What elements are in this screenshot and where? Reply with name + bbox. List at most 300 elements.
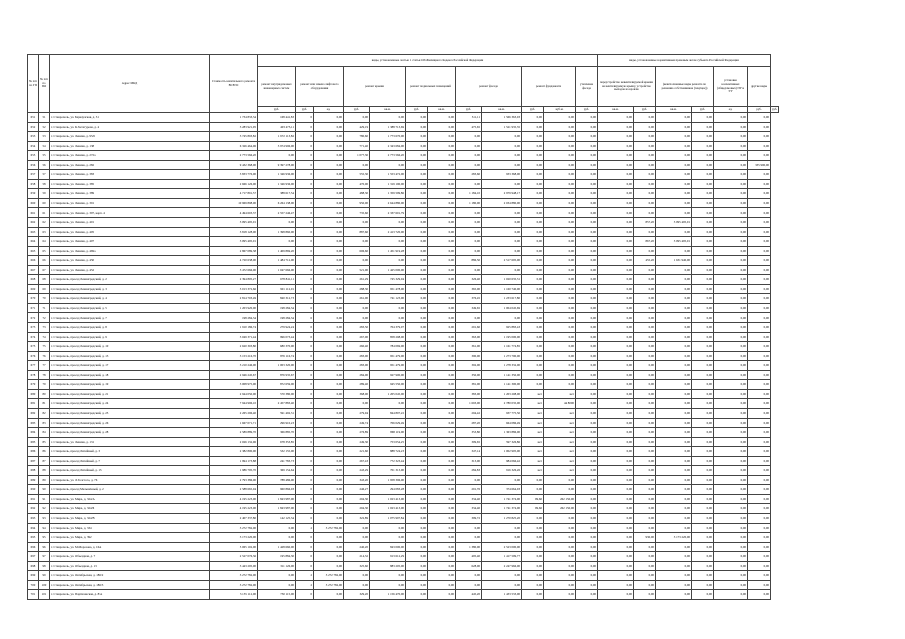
- row-value: 0,00: [692, 303, 714, 313]
- row-value: 322,89: [344, 513, 370, 523]
- row-value: 0,00: [598, 456, 634, 466]
- table-row: [28, 189, 779, 199]
- row-num: 684: [28, 428, 39, 438]
- table-row: [28, 428, 779, 438]
- row-value: 214,32: [344, 552, 370, 562]
- row-value: 2 780 035,00: [482, 399, 522, 409]
- row-value: 1 433 533,00: [482, 590, 522, 600]
- row-value: 168 441,83: [258, 113, 296, 123]
- row-value: 0,00: [714, 122, 748, 132]
- row-address: г. Ставрополь, проезд Ленинградский, д. 8: [50, 323, 210, 333]
- row-value: 343,20: [344, 475, 370, 485]
- row-value: 0,00: [428, 275, 456, 285]
- row-value: 0,00: [576, 571, 598, 581]
- row-value: 0,00: [522, 342, 544, 352]
- row-value: 0,00: [714, 590, 748, 600]
- row-value: 0: [296, 294, 314, 304]
- row-num: 680: [28, 389, 39, 399]
- row-num2: 61: [39, 208, 50, 218]
- row-value: 0,00: [482, 141, 522, 151]
- row-value: 0,00: [748, 533, 771, 543]
- row-value: 0,00: [748, 332, 771, 342]
- row-value: 0,00: [258, 151, 296, 161]
- row-num2: 68: [39, 275, 50, 285]
- row-num: 674: [28, 332, 39, 342]
- row-value: 876 935,67: [258, 370, 296, 380]
- row-value: 0,00: [634, 189, 656, 199]
- row-value: 0,00: [598, 294, 634, 304]
- row-value: 470,00: [344, 179, 370, 189]
- row-value: 1 203 920,00: [210, 303, 258, 313]
- row-value: 0,00: [598, 590, 634, 600]
- row-value: 1 180,00: [456, 198, 482, 208]
- row-address: г. Ставрополь, проезд Ленинградский, д. 3: [50, 284, 210, 294]
- row-value: 0: [296, 122, 314, 132]
- row-value: 0,00: [406, 494, 428, 504]
- row-value: 0,00: [656, 437, 692, 447]
- row-num2: 88: [39, 466, 50, 476]
- row-value: 1 002 905,00: [482, 447, 522, 457]
- row-value: 0,00: [544, 475, 576, 485]
- row-num: 664: [28, 237, 39, 247]
- row-value: 0,00: [544, 303, 576, 313]
- row-value: 3 095 495,01: [656, 218, 692, 228]
- row-value: 381,00: [456, 380, 482, 390]
- row-value: 429,19: [344, 122, 370, 132]
- row-value: 753 054,25: [370, 437, 406, 447]
- row-value: 0,00: [544, 237, 576, 247]
- row-value: 1 734 833,34: [210, 113, 258, 123]
- row-value: 0,00: [656, 542, 692, 552]
- row-value: 0,00: [598, 303, 634, 313]
- row-value: 0: [296, 447, 314, 457]
- unit-cell: руб.: [456, 107, 482, 113]
- row-value: 0,00: [748, 504, 771, 514]
- header-group1: виды, установленные частью 1 статьи 166 Жилищного Кодекса Российской Федерации: [258, 55, 598, 67]
- row-value: 0,00: [522, 323, 544, 333]
- row-value: 1 380,00: [456, 542, 482, 552]
- row-num2: 98: [39, 561, 50, 571]
- unit-cell: кв.м.: [656, 107, 692, 113]
- row-num: 700: [28, 580, 39, 590]
- row-address: г. Ставрополь, ул. Ленина, д. 397, корп. 4: [50, 208, 210, 218]
- row-value: 0,00: [576, 113, 598, 123]
- row-value: 0,00: [370, 218, 406, 228]
- row-value: 0: [296, 494, 314, 504]
- row-value: 0,00: [748, 218, 771, 228]
- row-value: 0,00: [748, 580, 771, 590]
- row-value: 0,00: [522, 380, 544, 390]
- row-value: 0,00: [748, 370, 771, 380]
- row-value: 0,00: [406, 418, 428, 428]
- row-value: 267,43: [344, 456, 370, 466]
- row-value: 0,00: [692, 418, 714, 428]
- row-value: 2 457 883,40: [258, 399, 296, 409]
- row-value: 0,00: [692, 475, 714, 485]
- row-value: 701 313,90: [370, 466, 406, 476]
- row-value: 0,00: [314, 389, 344, 399]
- row-value: 0,00: [544, 189, 576, 199]
- row-value: 0,00: [692, 571, 714, 581]
- row-value: 678 841,11: [258, 275, 296, 285]
- row-num2: 94: [39, 523, 50, 533]
- row-value: 0,00: [748, 151, 771, 161]
- row-value: 0,00: [748, 351, 771, 361]
- table-row: [28, 485, 779, 495]
- row-value: 0,00: [598, 437, 634, 447]
- row-value: нет: [544, 466, 576, 476]
- row-value: 0,00: [482, 523, 522, 533]
- row-value: 996 073,44: [258, 332, 296, 342]
- row-value: 0,00: [428, 151, 456, 161]
- row-value: нет: [544, 437, 576, 447]
- row-address: г. Ставрополь, ул. Ленина, д. 131: [50, 437, 210, 447]
- row-value: 0: [296, 303, 314, 313]
- row-num2: 63: [39, 227, 50, 237]
- row-num2: 74: [39, 332, 50, 342]
- row-value: 0,00: [406, 122, 428, 132]
- row-value: 0,00: [406, 160, 428, 170]
- row-value: 0,00: [482, 246, 522, 256]
- row-value: 0,00: [714, 504, 748, 514]
- row-value: 0,00: [692, 237, 714, 247]
- row-value: 0,00: [714, 227, 748, 237]
- header-sub-foundation: ремонт фундамента: [522, 67, 576, 107]
- row-value: 198 284,34: [258, 313, 296, 323]
- row-value: 0,00: [314, 380, 344, 390]
- row-value: 0,00: [544, 294, 576, 304]
- row-value: 0,00: [344, 523, 370, 533]
- row-value: 0: [296, 351, 314, 361]
- row-value: 0,00: [634, 552, 656, 562]
- row-address: г. Ставрополь, ул. Объездная, д. 13: [50, 561, 210, 571]
- row-value: 0,00: [576, 303, 598, 313]
- row-value: 0,00: [598, 189, 634, 199]
- row-value: 678 353,85: [258, 437, 296, 447]
- table-row: [28, 256, 779, 266]
- row-value: 0,00: [544, 342, 576, 352]
- row-num2: 51: [39, 113, 50, 123]
- row-value: 0,00: [714, 418, 748, 428]
- row-value: 142 125,34: [258, 513, 296, 523]
- row-num2: 85: [39, 437, 50, 447]
- row-value: 0,00: [544, 561, 576, 571]
- row-value: 0,00: [576, 552, 598, 562]
- row-value: 925 883,43: [482, 323, 522, 333]
- row-value: 0,00: [544, 132, 576, 142]
- row-value: 0: [296, 428, 314, 438]
- row-value: 390,00: [456, 351, 482, 361]
- row-value: 0,00: [748, 428, 771, 438]
- row-value: 0,00: [406, 265, 428, 275]
- row-value: 0,00: [428, 542, 456, 552]
- row-value: 0,00: [482, 533, 522, 543]
- row-value: 4 195 223,00: [210, 494, 258, 504]
- row-value: 0,00: [522, 179, 544, 189]
- row-value: 0,00: [482, 132, 522, 142]
- row-value: 262 150,00: [544, 504, 576, 514]
- row-address: г. Ставрополь, проезд Ленинградский, д. 5: [50, 303, 210, 313]
- row-num: 665: [28, 246, 39, 256]
- row-value: 0,00: [406, 523, 428, 533]
- row-num: 697: [28, 552, 39, 562]
- repair-table: [27, 54, 779, 600]
- row-value: 0,00: [714, 351, 748, 361]
- row-value: 0,00: [544, 208, 576, 218]
- row-value: 1 020 635,31: [482, 275, 522, 285]
- row-value: нет: [544, 428, 576, 438]
- row-value: 0,00: [748, 141, 771, 151]
- row-num2: 91: [39, 494, 50, 504]
- row-value: 2 265 296,40: [210, 408, 258, 418]
- row-value: 0,00: [428, 179, 456, 189]
- row-address: г. Ставрополь, проезд Мельничный, д. 2: [50, 485, 210, 495]
- row-value: 0,00: [634, 284, 656, 294]
- row-value: 3 443 295,00: [210, 561, 258, 571]
- row-value: 0: [296, 561, 314, 571]
- row-value: 0,00: [748, 542, 771, 552]
- row-value: 0,00: [314, 141, 344, 151]
- row-address: г. Ставрополь, ул. Ленина, д. 469а: [50, 246, 210, 256]
- table-row: [28, 218, 779, 228]
- unit-cell: руб.: [522, 107, 544, 113]
- row-value: 0,00: [714, 380, 748, 390]
- row-value: 0,00: [344, 580, 370, 590]
- row-value: 0,00: [634, 447, 656, 457]
- row-value: 0,00: [406, 456, 428, 466]
- row-value: 0,00: [428, 122, 456, 132]
- table-row: [28, 342, 779, 352]
- row-value: 0,00: [522, 132, 544, 142]
- table-row: [28, 494, 779, 504]
- row-value: 0: [296, 218, 314, 228]
- row-value: 857,20: [634, 218, 656, 228]
- row-num2: 62: [39, 218, 50, 228]
- header-sub-roof-conversion: переустройство невентилируемой крыши на вентилируемую крышу, устройство выходов на кровлю: [598, 67, 656, 107]
- row-value: 0,00: [656, 485, 692, 495]
- row-value: 0,00: [598, 361, 634, 371]
- row-value: 325,60: [344, 561, 370, 571]
- row-value: 0,00: [576, 237, 598, 247]
- row-value: 0,00: [314, 284, 344, 294]
- row-value: 0: [296, 380, 314, 390]
- row-value: 0,00: [406, 151, 428, 161]
- row-value: 0,00: [714, 437, 748, 447]
- row-value: 0,00: [428, 265, 456, 275]
- row-value: 0,00: [576, 380, 598, 390]
- row-value: 455,20: [634, 256, 656, 266]
- row-value: 0,00: [370, 533, 406, 543]
- row-value: 0: [296, 513, 314, 523]
- row-value: 0,00: [656, 580, 692, 590]
- row-value: 366 885,70: [258, 428, 296, 438]
- unit-cell: руб.: [772, 106, 778, 111]
- row-value: 591 492,31: [258, 408, 296, 418]
- row-num: 659: [28, 189, 39, 199]
- row-value: 0,00: [344, 313, 370, 323]
- row-value: 0,00: [576, 475, 598, 485]
- row-value: 0,00: [714, 237, 748, 247]
- row-value: 0,00: [692, 542, 714, 552]
- row-num: 663: [28, 227, 39, 237]
- row-value: 0,00: [406, 227, 428, 237]
- row-value: 0,00: [576, 332, 598, 342]
- row-value: 0,00: [576, 227, 598, 237]
- row-value: 1 278 332,00: [482, 361, 522, 371]
- row-value: 0,00: [314, 256, 344, 266]
- row-value: 0: [296, 179, 314, 189]
- row-value: 0,00: [576, 542, 598, 552]
- row-value: 0,00: [406, 342, 428, 352]
- row-value: 555,30: [344, 170, 370, 180]
- row-value: 0,00: [714, 275, 748, 285]
- row-value: 3 095 495,01: [210, 237, 258, 247]
- row-value: 0,00: [656, 208, 692, 218]
- row-value: 0,00: [576, 256, 598, 266]
- row-value: 349,65: [456, 303, 482, 313]
- row-value: 0,00: [634, 179, 656, 189]
- row-value: 0,00: [522, 361, 544, 371]
- row-value: 0,00: [406, 351, 428, 361]
- table-row: [28, 227, 779, 237]
- row-value: 883 205,00: [370, 561, 406, 571]
- row-value: 1 843 987,00: [258, 494, 296, 504]
- row-num2: 69: [39, 284, 50, 294]
- row-value: 279,94: [344, 408, 370, 418]
- table-row: [28, 151, 779, 161]
- row-num2: 73: [39, 323, 50, 333]
- row-value: 597 326,86: [482, 437, 522, 447]
- row-value: 0,00: [692, 342, 714, 352]
- row-value: 0,00: [428, 590, 456, 600]
- row-value: 0,00: [522, 160, 544, 170]
- row-value: 0,00: [456, 580, 482, 590]
- row-value: 0,00: [522, 485, 544, 495]
- row-num: 692: [28, 504, 39, 514]
- row-value: 2 394 805,27: [210, 275, 258, 285]
- row-value: 0,00: [576, 447, 598, 457]
- row-value: 664 086,49: [482, 418, 522, 428]
- row-value: 1 398 860,00: [258, 227, 296, 237]
- unit-cell: руб.: [296, 107, 314, 113]
- row-value: 0,00: [656, 408, 692, 418]
- row-value: 0,00: [522, 590, 544, 600]
- row-value: 0,00: [406, 256, 428, 266]
- row-value: 1 161 774,85: [482, 342, 522, 352]
- row-value: 335 990,00: [748, 160, 771, 170]
- row-value: 0,00: [370, 256, 406, 266]
- row-value: 0,00: [344, 160, 370, 170]
- row-value: нет: [522, 428, 544, 438]
- row-value: 1 195 000,00: [482, 332, 522, 342]
- row-value: 0,00: [406, 246, 428, 256]
- row-value: 0,00: [456, 132, 482, 142]
- row-value: 0,00: [576, 208, 598, 218]
- table-row: [28, 351, 779, 361]
- unit-cell: кв.м.: [482, 107, 522, 113]
- row-value: 2 517 695,00: [482, 256, 522, 266]
- row-value: 1 141 300,00: [482, 380, 522, 390]
- row-value: 0,00: [576, 437, 598, 447]
- row-num2: 79: [39, 380, 50, 390]
- row-value: 0,00: [598, 542, 634, 552]
- table-row: [28, 113, 779, 123]
- row-value: 0,00: [692, 151, 714, 161]
- row-value: 0,00: [634, 303, 656, 313]
- row-value: 0,00: [598, 208, 634, 218]
- row-value: 0,00: [544, 351, 576, 361]
- row-value: 0,00: [656, 552, 692, 562]
- row-value: 2 944 050,00: [210, 389, 258, 399]
- row-value: 0,00: [576, 466, 598, 476]
- row-value: 0,00: [714, 494, 748, 504]
- row-num: 673: [28, 323, 39, 333]
- row-value: 1 184,10: [456, 189, 482, 199]
- row-value: 0,00: [428, 399, 456, 409]
- row-value: 475,65: [456, 122, 482, 132]
- row-value: 0,00: [692, 141, 714, 151]
- row-value: 788 486,00: [258, 475, 296, 485]
- row-value: 0,00: [544, 361, 576, 371]
- row-value: 0,00: [314, 313, 344, 323]
- row-value: 0,00: [598, 132, 634, 142]
- row-value: 0,00: [522, 198, 544, 208]
- row-value: 1 741 374,00: [482, 504, 522, 514]
- row-value: 0,00: [748, 275, 771, 285]
- row-num2: 97: [39, 552, 50, 562]
- row-value: 365,00: [456, 284, 482, 294]
- row-value: 0,00: [692, 351, 714, 361]
- row-value: 0,00: [692, 590, 714, 600]
- row-value: 0,00: [576, 389, 598, 399]
- row-value: 296 910,23: [258, 418, 296, 428]
- row-value: 0,00: [482, 151, 522, 161]
- row-value: 0,00: [344, 237, 370, 247]
- row-value: 1 363 886,00: [482, 428, 522, 438]
- table-row: [28, 246, 779, 256]
- row-value: 0,00: [748, 122, 771, 132]
- row-value: 0,00: [598, 256, 634, 266]
- row-value: 0,00: [692, 494, 714, 504]
- row-value: 1 346 936,00: [258, 179, 296, 189]
- row-value: 0,00: [482, 218, 522, 228]
- row-value: 0,00: [314, 504, 344, 514]
- row-value: 246,27: [344, 485, 370, 495]
- row-value: 0,00: [714, 189, 748, 199]
- row-value: 0,00: [456, 475, 482, 485]
- row-value: 887,60: [344, 227, 370, 237]
- row-num2: 54: [39, 141, 50, 151]
- row-value: 2 527 076,36: [210, 552, 258, 562]
- row-value: 0,00: [634, 160, 656, 170]
- table-row: [28, 475, 779, 485]
- row-value: 0,00: [748, 294, 771, 304]
- row-address: г. Ставрополь, ул. К.Хетагурова, д. 4: [50, 122, 210, 132]
- row-value: 0: [296, 208, 314, 218]
- row-value: 0,00: [714, 294, 748, 304]
- row-num2: 72: [39, 313, 50, 323]
- row-value: 0,00: [598, 561, 634, 571]
- row-value: 0,00: [656, 313, 692, 323]
- row-value: 0,00: [656, 428, 692, 438]
- row-value: 0,00: [576, 198, 598, 208]
- row-value: 0,00: [576, 122, 598, 132]
- row-value: 0,00: [544, 113, 576, 123]
- row-value: 0,00: [598, 580, 634, 590]
- row-value: 279 924,24: [258, 323, 296, 333]
- row-value: 0,00: [714, 160, 748, 170]
- row-value: 0,00: [598, 265, 634, 275]
